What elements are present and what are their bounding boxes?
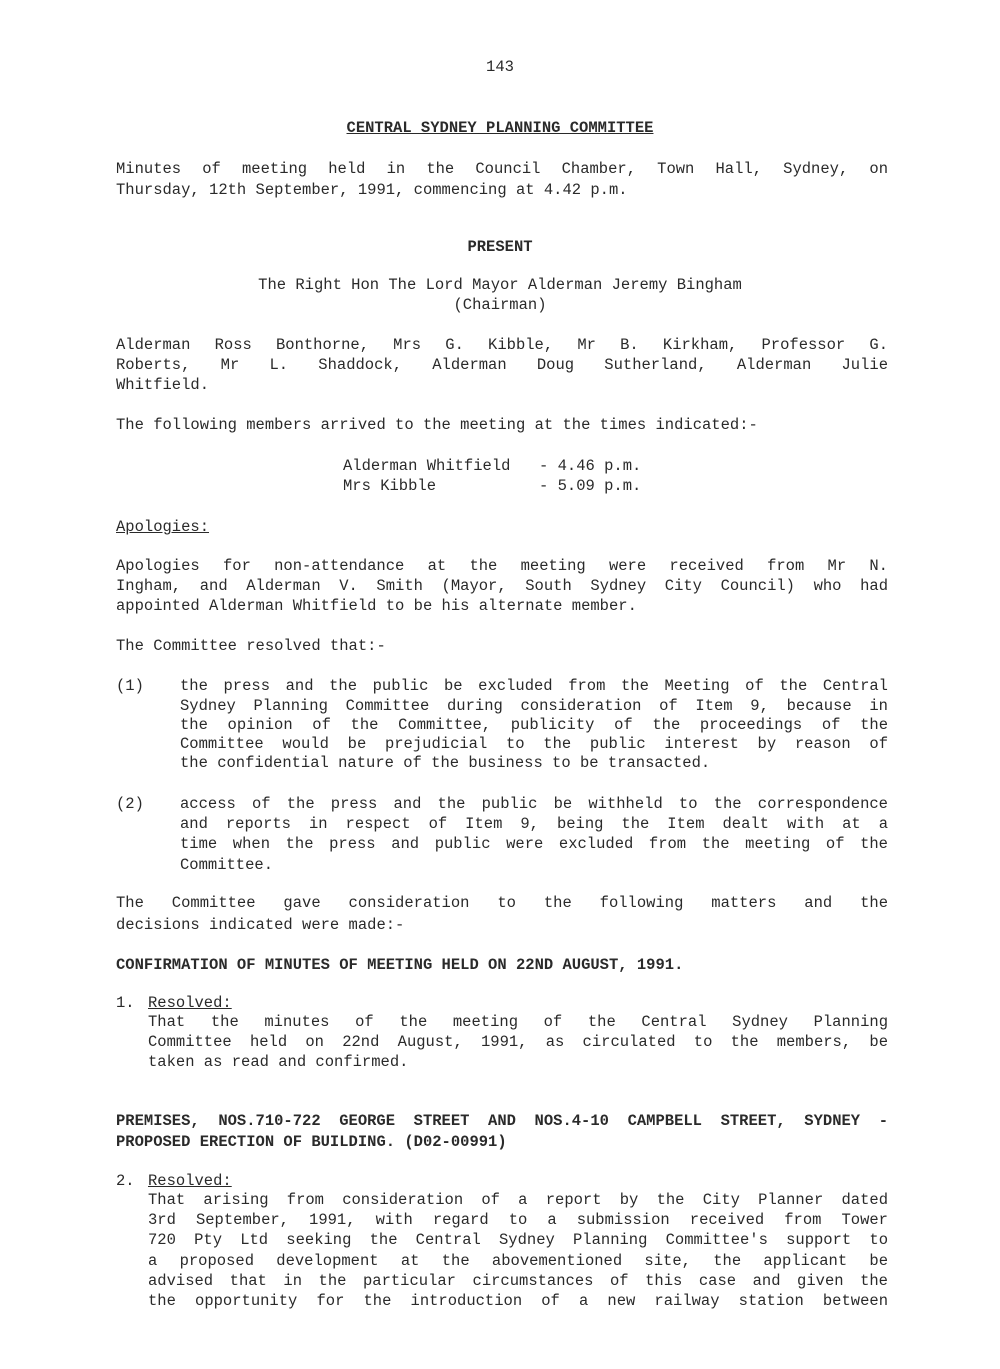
- item2-resolved: Resolved:: [148, 1172, 232, 1190]
- apologies-line: Apologies for non-attendance at the meeting were received from Mr N.: [116, 557, 888, 575]
- item2-line: 720 Pty Ltd seeking the Central Sydney Planning Committee's support to: [148, 1231, 888, 1249]
- resolution-line: the press and the public be excluded from the Meeting of the Central: [180, 677, 888, 695]
- item1-line: Committee held on 22nd August, 1991, as circulated to the members, be: [148, 1033, 888, 1051]
- document-title-text: CENTRAL SYDNEY PLANNING COMMITTEE: [346, 119, 654, 137]
- item1-heading: CONFIRMATION OF MINUTES OF MEETING HELD ON 22ND AUGUST, 1991.: [116, 956, 684, 974]
- arrivals-intro: The following members arrived to the meeting at the times indicated:-: [116, 416, 758, 434]
- chair-line: The Right Hon The Lord Mayor Alderman Jeremy Bingham: [258, 276, 742, 294]
- members-line: Roberts, Mr L. Shaddock, Alderman Doug Sutherland, Alderman Julie: [116, 356, 888, 374]
- resolution-line: Committee would be prejudicial to the public interest by reason of: [180, 735, 888, 753]
- resolution-number: (1): [116, 677, 144, 695]
- item1-number: 1.: [116, 994, 135, 1012]
- arrival-name: Mrs Kibble: [343, 477, 437, 495]
- item1-line: taken as read and confirmed.: [148, 1053, 409, 1071]
- intro-line: Minutes of meeting held in the Council Chamber, Town Hall, Sydney, on: [116, 160, 888, 178]
- item2-line: That arising from consideration of a report by the City Planner dated: [148, 1191, 888, 1209]
- resolved-intro: The Committee resolved that:-: [116, 637, 386, 655]
- resolution-line: time when the press and public were excluded from the meeting of the: [180, 835, 888, 853]
- arrival-time: - 4.46 p.m.: [539, 457, 642, 475]
- members-line: Alderman Ross Bonthorne, Mrs G. Kibble, Mr B. Kirkham, Professor G.: [116, 336, 888, 354]
- apologies-line: Ingham, and Alderman V. Smith (Mayor, South Sydney City Council) who had: [116, 577, 888, 595]
- intro-line: Thursday, 12th September, 1991, commencing at 4.42 p.m.: [116, 181, 628, 199]
- resolution-line: Committee.: [180, 856, 274, 874]
- item2-line: a proposed development at the abovementioned site, the applicant be: [148, 1252, 888, 1270]
- resolution-line: and reports in respect of Item 9, being the Item dealt with at a: [180, 815, 888, 833]
- resolution-line: access of the press and the public be withheld to the correspondence: [180, 795, 888, 813]
- page-number: 143: [486, 58, 514, 76]
- document-title: [0, 119, 1000, 137]
- item1-resolved: Resolved:: [148, 994, 232, 1012]
- consideration-line: The Committee gave consideration to the following matters and the: [116, 894, 888, 912]
- consideration-line: decisions indicated were made:-: [116, 916, 405, 934]
- item2-line: advised that in the particular circumstances of this case and given the: [148, 1272, 888, 1290]
- item2-line: the opportunity for the introduction of a new railway station between: [148, 1292, 888, 1310]
- chair-line: (Chairman): [453, 296, 547, 314]
- item2-line: 3rd September, 1991, with regard to a submission received from Tower: [148, 1211, 888, 1229]
- resolution-number: (2): [116, 795, 144, 813]
- apologies-heading: Apologies:: [116, 518, 210, 536]
- arrival-name: Alderman Whitfield: [343, 457, 511, 475]
- resolution-line: the confidential nature of the business to be transacted.: [180, 754, 711, 772]
- resolution-line: Sydney Planning Committee during consideration of Item 9, because in: [180, 697, 888, 715]
- resolution-line: the opinion of the Committee, publicity of the proceedings of the: [180, 716, 888, 734]
- item2-number: 2.: [116, 1172, 135, 1190]
- arrival-time: - 5.09 p.m.: [539, 477, 642, 495]
- item1-line: That the minutes of the meeting of the Central Sydney Planning: [148, 1013, 888, 1031]
- apologies-line: appointed Alderman Whitfield to be his alternate member.: [116, 597, 637, 615]
- members-line: Whitfield.: [116, 376, 210, 394]
- present-heading: PRESENT: [467, 238, 533, 256]
- item2-heading: PREMISES, NOS.710-722 GEORGE STREET AND NOS.4-10 CAMPBELL STREET, SYDNEY -: [116, 1112, 888, 1130]
- item2-heading: PROPOSED ERECTION OF BUILDING. (D02-00991): [116, 1133, 507, 1151]
